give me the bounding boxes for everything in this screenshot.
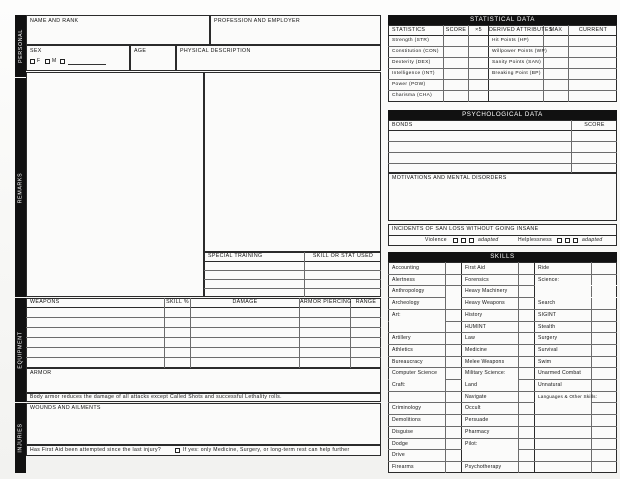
skills-row-rule-4 — [388, 309, 617, 310]
skills-row-rule-7 — [388, 344, 617, 345]
bonds-row-rule-3 — [388, 163, 617, 164]
skill-label: Persuade — [465, 417, 489, 424]
skills-row-rule-11 — [388, 391, 617, 392]
weapons-row-rule-4 — [26, 347, 381, 348]
skill-label: Psychotherapy — [465, 463, 502, 470]
skills-merge-cover-art — [389, 321, 445, 322]
skill-label: Melee Weapons — [465, 358, 505, 365]
sex-female-checkbox[interactable] — [30, 59, 35, 64]
stat-header-score: SCORE — [445, 27, 467, 33]
bonds-label: BONDS — [392, 122, 413, 128]
stat-name-con: Constitution (CON) — [392, 49, 439, 54]
skill-label: Unarmed Combat — [538, 370, 582, 377]
skill-label: Pilot: — [465, 440, 478, 447]
skills-row-rule-13 — [388, 414, 617, 415]
skill-label: Computer Science — [392, 370, 438, 377]
violence-checkbox-2[interactable] — [461, 238, 466, 243]
skill-label: HUMINT — [465, 323, 487, 330]
skill-label: Disguise — [392, 428, 414, 435]
name-and-rank-label: NAME AND RANK — [30, 18, 79, 24]
armor-label: ARMOR — [30, 370, 52, 376]
skills-merge-cover-col3-val-top — [535, 285, 617, 286]
section-tab-injuries-label: INJURIES — [17, 423, 24, 453]
special-training-row-rule-2 — [204, 279, 381, 280]
skill-label: Search — [538, 300, 556, 307]
skill-label: Archeology — [392, 300, 420, 307]
skills-row-rule-9 — [388, 367, 617, 368]
sex-male-checkbox[interactable] — [45, 59, 50, 64]
weapons-row-rule-5 — [26, 357, 381, 358]
skill-label: Athletics — [392, 346, 414, 353]
weapons-damage-label: DAMAGE — [232, 299, 258, 305]
helplessness-adapted-label: adapted — [582, 237, 603, 243]
skill-label: Accounting — [392, 265, 420, 271]
derived-name-san: Sanity Points (SAN) — [492, 60, 542, 65]
violence-adapted-label: adapted — [478, 237, 499, 243]
skill-label: Anthropology — [392, 288, 425, 295]
sex-female-label: F — [37, 58, 41, 64]
skill-label: Stealth — [538, 323, 556, 330]
section-tab-remarks — [15, 78, 26, 297]
skill-label: Dodge — [392, 440, 409, 447]
skill-label: Science: — [538, 276, 560, 283]
section-tab-equipment — [15, 298, 26, 402]
violence-checkbox-3[interactable] — [469, 238, 474, 243]
skill-label: Occult — [465, 405, 481, 412]
skill-label: Unnatural — [538, 382, 562, 388]
first-aid-note: If yes: only Medicine, Surgery, or long-term rest can help further — [183, 447, 350, 453]
age-label: AGE — [134, 48, 147, 54]
helplessness-label: Helplessness — [518, 237, 552, 243]
stat-name-int: Intelligence (INT) — [392, 71, 435, 76]
statistical-data-title: STATISTICAL DATA — [470, 15, 535, 23]
skills-header — [388, 252, 617, 262]
skills-row-rule-14 — [388, 426, 617, 427]
stat-header-max: MAX — [549, 27, 563, 33]
motivations-label: MOTIVATIONS AND MENTAL DISORDERS — [392, 175, 507, 181]
sex-other-checkbox[interactable] — [60, 59, 65, 64]
skills-merge-cover-pilot — [462, 449, 518, 450]
stat-header-statistics: STATISTICS — [392, 27, 426, 33]
stat-row-rule-1 — [388, 46, 617, 47]
special-training-row-rule-3 — [204, 288, 381, 289]
weapons-label: WEAPONS — [30, 299, 60, 305]
statistical-data-header — [388, 15, 617, 25]
section-tab-personal — [15, 15, 26, 77]
skills-row-rule-1 — [388, 274, 617, 275]
skills-merge-cover-col3-val-mid — [535, 297, 617, 298]
psychological-data-header — [388, 110, 617, 120]
skill-label: Land — [465, 382, 478, 388]
skill-label: Surgery — [538, 335, 558, 342]
weapons-range-label: RANGE — [355, 299, 377, 305]
violence-label: Violence — [425, 237, 447, 243]
derived-name-bp: Breaking Point (BP) — [492, 71, 541, 76]
stat-name-cha: Charisma (CHA) — [392, 93, 433, 98]
skill-label: Heavy Machinery — [465, 288, 508, 295]
stat-header-x5: ×5 — [475, 27, 482, 33]
skill-label: Languages & Other Skills: — [538, 393, 598, 399]
section-tab-personal-label: PERSONAL — [17, 29, 24, 63]
violence-checkbox-1[interactable] — [453, 238, 458, 243]
special-training-row-rule-1 — [204, 270, 381, 271]
derived-name-hp: Hit Points (HP) — [492, 38, 529, 43]
skill-label: History — [465, 311, 483, 318]
skill-label: Navigate — [465, 393, 487, 400]
wounds-label: WOUNDS AND AILMENTS — [30, 405, 101, 411]
bonds-score-label: SCORE — [584, 122, 605, 128]
stat-header-current: CURRENT — [578, 27, 608, 33]
special-training-header-rule — [204, 261, 381, 262]
derived-name-wp: Willpower Points (WP) — [492, 49, 548, 54]
skills-title: SKILLS — [490, 252, 515, 260]
sex-label: SEX — [30, 48, 42, 54]
san-loss-rule — [388, 235, 617, 236]
skills-merge-cover-craft — [389, 379, 445, 380]
skill-label: First Aid — [465, 265, 486, 271]
weapons-row-rule-2 — [26, 327, 381, 328]
stat-row-rule-4 — [388, 79, 617, 80]
remarks-left-field[interactable] — [26, 72, 204, 297]
skill-label: Demolitions — [392, 417, 421, 424]
skill-label: Criminology — [392, 405, 422, 412]
first-aid-checkbox[interactable] — [175, 448, 180, 453]
skill-label: Heavy Weapons — [465, 300, 505, 307]
sex-male-label: M — [52, 58, 57, 64]
bonds-row-rule-1 — [388, 141, 617, 142]
skill-label: Swim — [538, 358, 552, 365]
skills-merge-cover-mil — [462, 379, 518, 380]
skill-label: Craft: — [392, 382, 406, 388]
skill-label: Bureaucracy — [392, 358, 423, 365]
stat-name-str: Strength (STR) — [392, 38, 430, 43]
weapons-row-rule-3 — [26, 337, 381, 338]
stat-row-rule-3 — [388, 68, 617, 69]
skills-row-rule-6 — [388, 332, 617, 333]
skill-label: Artillery — [392, 335, 411, 342]
armor-note: Body armor reduces the damage of all attacks except Called Shots and successful Lethality rolls. — [30, 394, 282, 400]
helplessness-checkbox-1[interactable] — [557, 238, 562, 243]
stat-name-pow: Power (POW) — [392, 82, 426, 87]
skill-label: SIGINT — [538, 311, 557, 318]
stat-row-rule-5 — [388, 90, 617, 91]
skill-label: Ride — [538, 265, 550, 271]
stat-header-rule — [388, 35, 617, 36]
skill-label: Pharmacy — [465, 428, 490, 435]
bonds-row-rule-2 — [388, 152, 617, 153]
skill-label: Law — [465, 335, 475, 342]
skill-label: Drive — [392, 452, 405, 459]
section-tab-injuries — [15, 403, 26, 473]
skills-merge-cover-lang — [535, 402, 591, 403]
weapons-armor-piercing-label: ARMOR PIERCING — [300, 299, 352, 305]
psychological-data-title: PSYCHOLOGICAL DATA — [462, 110, 543, 118]
skill-label: Alertness — [392, 276, 416, 283]
sex-other-input[interactable] — [68, 59, 106, 65]
helplessness-checkbox-3[interactable] — [573, 238, 578, 243]
weapons-header-rule — [26, 307, 381, 308]
skill-label: Medicine — [465, 346, 487, 353]
skill-label: Firearms — [392, 463, 414, 470]
profession-and-employer-label: PROFESSION AND EMPLOYER — [214, 18, 301, 24]
stat-name-dex: Dexterity (DEX) — [392, 60, 431, 65]
special-training-label: SPECIAL TRAINING — [208, 253, 263, 259]
physical-description-label: PHYSICAL DESCRIPTION — [180, 48, 251, 54]
armor-field[interactable] — [26, 368, 381, 393]
weapons-skill-pct-label: SKILL % — [166, 299, 189, 305]
weapons-row-rule-1 — [26, 317, 381, 318]
stat-row-rule-2 — [388, 57, 617, 58]
skills-row-rule-15 — [388, 438, 617, 439]
section-tab-equipment-label: EQUIPMENT — [17, 331, 24, 369]
san-loss-label: INCIDENTS OF SAN LOSS WITHOUT GOING INSANE — [392, 226, 539, 232]
first-aid-question: Has First Aid been attempted since the last injury? — [30, 447, 162, 453]
skills-row-rule-17 — [388, 461, 617, 462]
section-tab-remarks-label: REMARKS — [17, 172, 24, 203]
skill-label: Forensics — [465, 276, 489, 283]
skill-label: Military Science: — [465, 370, 506, 377]
remarks-right-field[interactable] — [204, 72, 381, 252]
stat-header-derived: DERIVED ATTRIBUTES — [489, 27, 553, 33]
skill-or-stat-used-label: SKILL OR STAT USED — [312, 253, 374, 259]
skills-merge-cover-col1-3 — [446, 297, 461, 298]
skill-label: Survival — [538, 346, 558, 353]
bonds-header-rule — [388, 130, 617, 131]
helplessness-checkbox-2[interactable] — [565, 238, 570, 243]
skill-label: Art: — [392, 311, 401, 318]
skills-row-rule-8 — [388, 356, 617, 357]
